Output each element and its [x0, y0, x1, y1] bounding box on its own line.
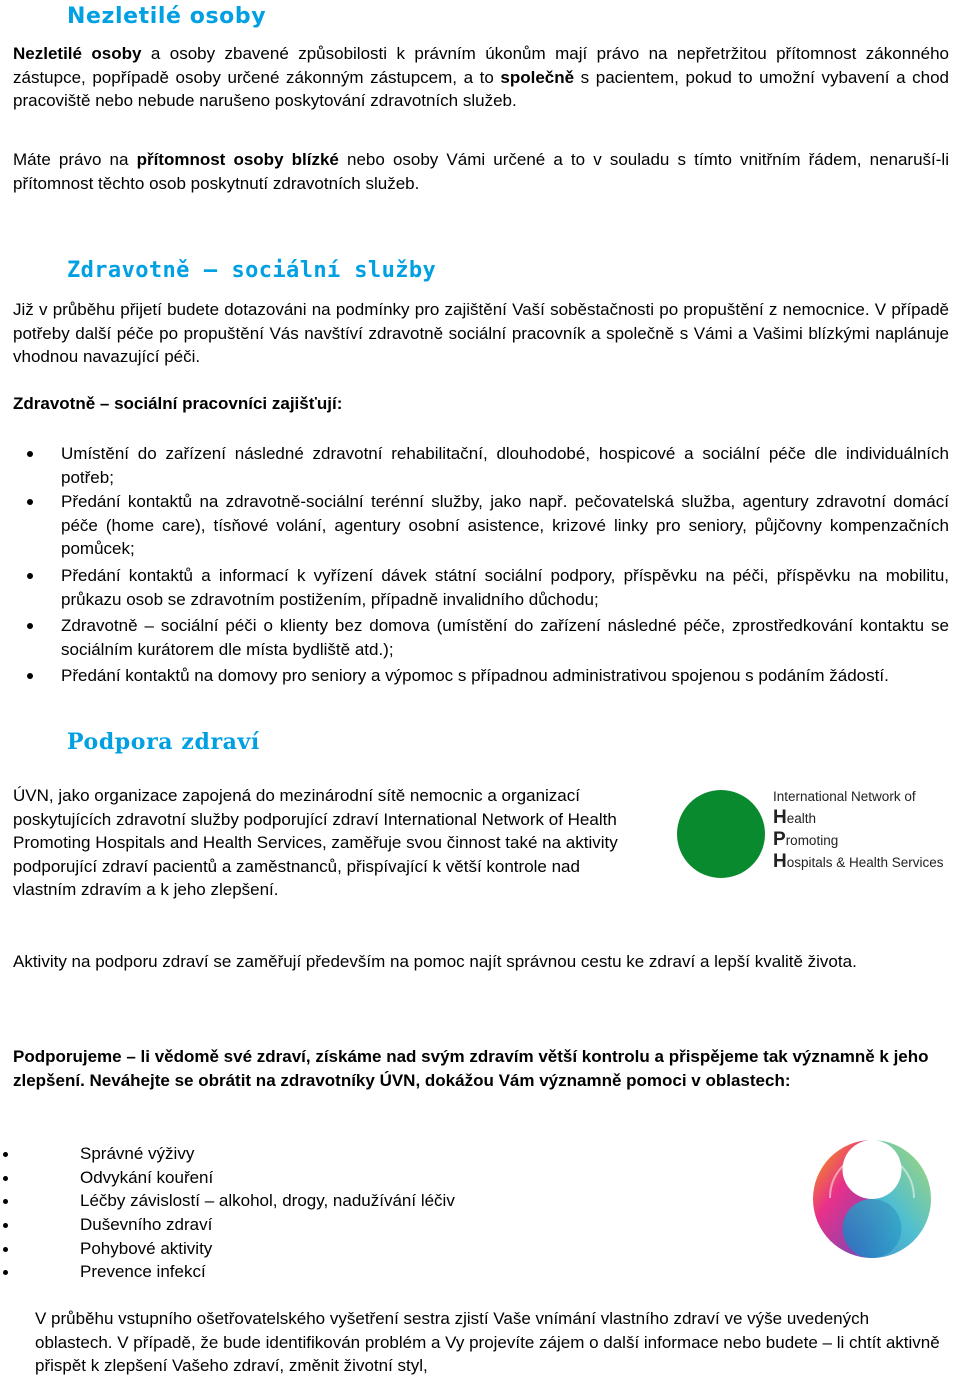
- list-item: [0, 664, 960, 714]
- list-item-text: Prevence infekcí: [80, 1262, 206, 1282]
- health-swirl-logo-icon: [812, 1138, 932, 1260]
- list-item: [0, 1260, 700, 1284]
- paragraph-minors-text-a: a osoby zbavené způsobilosti k právním úkonům mají právo na nepřetržitou přítomnost zákonného zástupce, popřípadě osoby určené zákonným zástupcem, a to: [13, 44, 949, 87]
- list-item: [0, 1237, 700, 1261]
- bullet-icon: [3, 1270, 8, 1275]
- paragraph-uvn-network: ÚVN, jako organizace zapojená do mezinárodní sítě nemocnic a organizací poskytujících zdravotní služby podporující zdraví International Network of Health Promoting Hospitals and Health Services, zaměřuje svou činnost také na aktivity podporující zdraví pacientů a zaměstnanců, přispívající k větší kontrole nad vlastním zdravím a k jeho zlepšení.: [13, 786, 618, 899]
- paragraph-close-person-a: Máte právo na: [13, 150, 137, 169]
- list-item-text: Předání kontaktů a informací k vyřízení dávek státní sociální podpory, příspěvku na péči, příspěvku na mobilitu, průkazu osob se zdravotním postižením, případně invalidního důchodu;: [61, 566, 949, 609]
- list-item-text: Umístění do zařízení následné zdravotní rehabilitační, dlouhodobé, hospicové a sociální péče dle individuálních potřeb;: [61, 444, 949, 487]
- list-item: [0, 1166, 700, 1190]
- hph-logo-circle-icon: [677, 790, 765, 878]
- paragraph-close-person-bold: přítomnost osoby blízké: [136, 150, 339, 169]
- list-item-text: Duševního zdraví: [80, 1215, 213, 1235]
- paragraph-minors-text-b: s pacientem, pokud to umožní vybavení a chod pracoviště nebo nebude narušeno poskytování zdravotních služeb.: [13, 67, 949, 110]
- paragraph-nursing-exam: V průběhu vstupního ošetřovatelského vyšetření sestra zjistí Vaše vnímání vlastního zdraví ve výše uvedených oblastech. V případě, že bude identifikován problém a Vy projevíte zájem o další informace nebo budete – li chtít aktivně přispět k zlepšení Vašeho zdraví, změnit životní styl,: [35, 1309, 940, 1375]
- subheading-social-workers: Zdravotně – sociální pracovníci zajišťují:: [13, 394, 343, 413]
- paragraph-minors-bold: společně: [500, 67, 575, 87]
- list-item: [0, 442, 960, 490]
- bullet-icon: [27, 451, 33, 457]
- bullet-icon: [3, 1247, 8, 1252]
- bullet-icon: [27, 499, 33, 505]
- heading-health-promotion: Podpora zdraví: [67, 729, 260, 755]
- list-item-text: Správné výživy: [80, 1144, 195, 1163]
- list-item: [0, 614, 960, 664]
- heading-social-services: [67, 257, 436, 285]
- social-services-list: [0, 442, 960, 714]
- bullet-icon: [27, 673, 33, 679]
- list-item: [0, 564, 960, 614]
- hph-logo-line1: International Network of: [773, 789, 916, 804]
- bullet-icon: [27, 573, 33, 579]
- list-item: [0, 1189, 700, 1213]
- paragraph-close-person: [13, 148, 949, 195]
- bullet-icon: [27, 623, 33, 629]
- bullet-icon: [3, 1199, 8, 1204]
- paragraph-activities: Aktivity na podporu zdraví se zaměřují především na pomoc najít správnou cestu ke zdraví a lepší kvalitě života.: [13, 952, 857, 971]
- hph-logo-health: Health: [773, 807, 817, 828]
- heading-social-services-b: sociální služby: [231, 258, 437, 283]
- list-item-text: Předání kontaktů na domovy pro seniory a výpomoc s případnou administrativou spojenou s podáním žádostí.: [61, 666, 889, 685]
- paragraph-admission-a: Již v průběhu přijetí budete dotazováni na podmínky pro zajištění Vaší soběstačnosti po propuštění z nemocnice.: [13, 300, 870, 319]
- health-areas-list: [0, 1142, 700, 1284]
- heading-nezletile-osoby: Nezletilé osoby: [67, 4, 267, 29]
- list-item: [0, 490, 960, 564]
- bullet-icon: [3, 1176, 8, 1181]
- list-item-text: Pohybové aktivity: [80, 1238, 213, 1258]
- hph-logo-hospitals: Hospitals & Health Services: [773, 851, 944, 872]
- heading-social-services-a: Zdravotně: [67, 258, 190, 283]
- paragraph-admission-b: V případě potřeby další péče po propuštění Vás navštíví zdravotně sociální pracovník a společně s Vámi a Vašimi blízkými naplánuje vhodnou navazující péči.: [13, 300, 949, 366]
- list-item-text: Zdravotně – sociální péči o klienty bez domova (umístění do zařízení následné péče, zprostředkování kontaktu se sociálním kurátorem dle místa bydliště atd.);: [61, 616, 949, 659]
- hph-logo-promoting: Promoting: [773, 829, 839, 850]
- hph-logo: [773, 786, 944, 873]
- paragraph-admission: [13, 298, 949, 369]
- paragraph-minors-lead: Nezletilé osoby: [13, 44, 142, 63]
- bullet-icon: [3, 1152, 8, 1157]
- list-item: [0, 1142, 700, 1166]
- list-item-text: Odvykání kouření: [80, 1167, 214, 1187]
- list-item-text: Předání kontaktů na zdravotně-sociální terénní služby, jako např. pečovatelská služba, agentury zdravotní domácí péče (home care), tísňové volání, agentury osobní asistence, krizové linky pro seniory, půjčovny kompenzačních pomůcek;: [61, 492, 949, 558]
- paragraph-minors: [13, 42, 949, 113]
- heading-social-services-dash: –: [203, 258, 218, 283]
- list-item: [0, 1213, 700, 1237]
- list-item-text: Léčby závislostí – alkohol, drogy, nadužívání léčiv: [80, 1191, 455, 1211]
- paragraph-close-person-b: nebo osoby Vámi určené a to v souladu s tímto vnitřním řádem, nenaruší-li přítomnost těchto osob poskytnutí zdravotních služeb.: [13, 150, 949, 193]
- paragraph-support-health: Podporujeme – li vědomě své zdraví, získáme nad svým zdravím větší kontrolu a přispějeme tak významně k jeho zlepšení. Neváhejte se obrátit na zdravotníky ÚVN, dokážou Vám významně pomoci v oblastech:: [13, 1047, 929, 1090]
- bullet-icon: [3, 1223, 8, 1228]
